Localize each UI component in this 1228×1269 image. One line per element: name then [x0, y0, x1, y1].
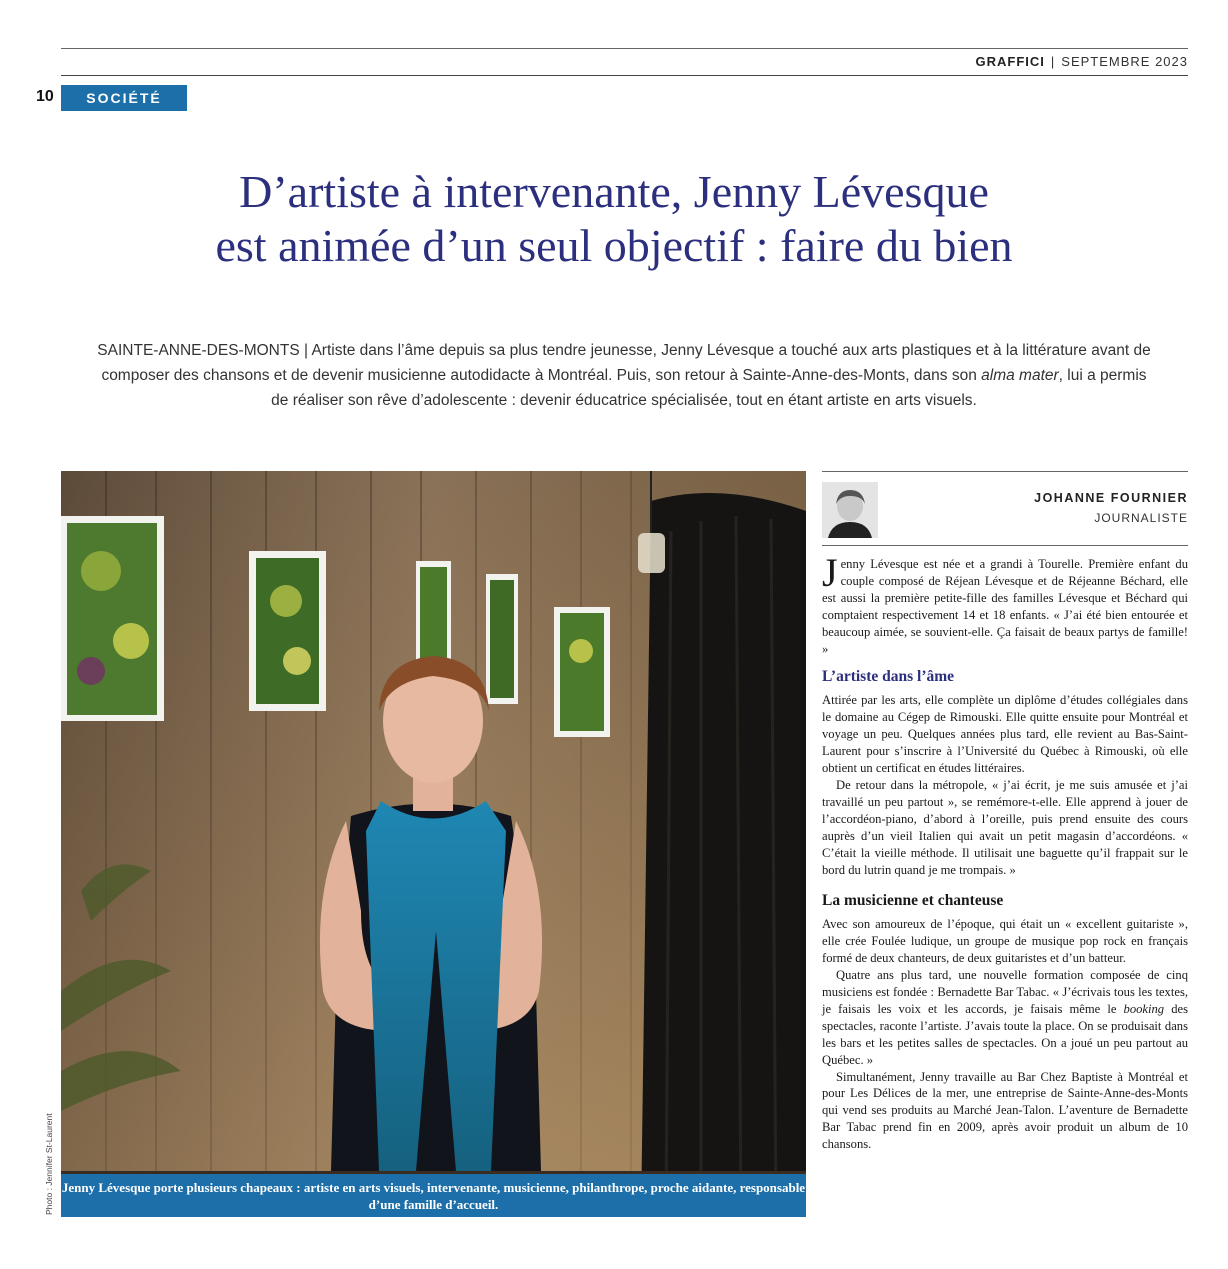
author-portrait-illustration [822, 482, 878, 538]
masthead-rule [61, 48, 1188, 49]
subheading-artiste: L’artiste dans l’âme [822, 668, 955, 686]
page-number: 10 [36, 88, 54, 105]
lead-dateline: SAINTE-ANNE-DES-MONTS | [97, 342, 312, 359]
main-photo [61, 471, 806, 1217]
subheading-musicienne: La musicienne et chanteuse [822, 892, 1004, 910]
drop-cap: J [822, 550, 838, 595]
paragraph-4: Avec son amoureux de l’époque, qui était un « excellent guitariste », elle crée Foulée ludique, un groupe de musique pop rock en français formé de deux chanteurs, de deux guitaristes et d’un batteur. [822, 917, 1188, 966]
paragraph-1-text: enny Lévesque est née et a grandi à Tourelle. Première enfant du couple composé de Réjean Lévesque et de Réjeanne Béchard, elle est aussi la première petite-fille des familles Lévesque et Béchard qui comptaient respectivement 14 et 18 enfants. « J’ai été bien entourée et beaucoup aimée, se souvient-elle. Ça faisait de beaux partys de famille! » [822, 557, 1188, 656]
paragraph-5-text-1: Quatre ans plus tard, une nouvelle formation composée de cinq musiciens est fondée : Bernadette Bar Tabac. « J’écrivais tous les textes, je faisais les voix et les accords, je faisais même le [822, 968, 1188, 1016]
author-name: JOHANNE FOURNIER [1034, 491, 1188, 505]
lead-text-1: Artiste dans l’âme depuis sa plus tendre jeunesse, Jenny Lévesque a touché aux arts plastiques et à la littérature avant de composer des chansons et de devenir musicienne autodidacte à Montréal. Puis, son retour à Sainte-Anne-des-Monts, dans son [101, 342, 1151, 384]
publication-name: GRAFFICI [975, 54, 1045, 69]
paragraph-5-italic: booking [1123, 1001, 1165, 1016]
title-line-2: est animée d’un seul objectif : faire du bien [215, 220, 1013, 271]
title-line-1: D’artiste à intervenante, Jenny Lévesque [239, 166, 989, 217]
paragraph-6: Simultanément, Jenny travaille au Bar Chez Baptiste à Montréal et pour Les Délices de la mer, une entreprise de Sainte-Anne-des-Monts qui vend ses produits au Marché Jean-Talon. L’aventure de Bernadette Bar Tabac prend fin en 2009, après avoir produit un album de 10 chansons. [822, 1069, 1188, 1152]
portrait-illustration [61, 471, 806, 1217]
paragraph-5 [822, 967, 1188, 1068]
article-lead [92, 338, 1156, 413]
paragraph-2: Attirée par les arts, elle complète un diplôme d’études collégiales dans le domaine au Cégep de Rimouski. Elle quitte ensuite pour Montréal et voyage un peu. Quelques années plus tard, elle revient au Bas-Saint-Laurent pour s’inscrire à l’Université du Québec à Rimouski, où elle obtient un certificat en études littéraires. [822, 693, 1188, 776]
photo-caption: Jenny Lévesque porte plusieurs chapeaux : artiste en arts visuels, intervenante, musicienne, philanthrope, proche aidante, responsable d’une famille d’accueil. [61, 1174, 806, 1217]
column-rule-author [822, 545, 1188, 546]
masthead [976, 54, 1189, 69]
masthead-separator: | [1050, 54, 1056, 69]
column-rule-top [822, 471, 1188, 472]
photo-credit: Photo : Jennifer St-Laurent [44, 1113, 54, 1215]
lead-text-2: , lui a permis de réaliser son rêve d’adolescente : devenir éducatrice spécialisée, tout en étant artiste en arts visuels. [271, 367, 1147, 409]
paragraph-1 [822, 550, 1188, 657]
issue-date: SEPTEMBRE 2023 [1061, 54, 1188, 69]
lead-italic: alma mater [981, 367, 1059, 384]
header-rule [61, 75, 1188, 76]
section-tag: SOCIÉTÉ [61, 85, 187, 111]
paragraph-3: De retour dans la métropole, « j’ai écrit, je me suis amusée et j’ai travaillé un peu partout », se remémore-t-elle. Elle apprend à jouer de l’accordéon-piano, d’abord à l’oreille, puis prend ensuite des cours auprès d’un vieil Italien qui avait un petit magasin d’accordéons. « C’était la vieille méthode. Il utilisait une baguette qu’il frappait sur le bord du lutrin quand je me trompais. » [822, 777, 1188, 877]
author-role: JOURNALISTE [1094, 511, 1188, 525]
author-avatar [822, 482, 878, 538]
article-body [822, 550, 1188, 1153]
paragraph-5-text-2: des spectacles, raconte l’artiste. J’avais toute la place. On se produisait dans les bars et les petites salles de spectacles. On a joué un peu partout au Québec. » [822, 1001, 1188, 1067]
article-title [40, 165, 1188, 273]
